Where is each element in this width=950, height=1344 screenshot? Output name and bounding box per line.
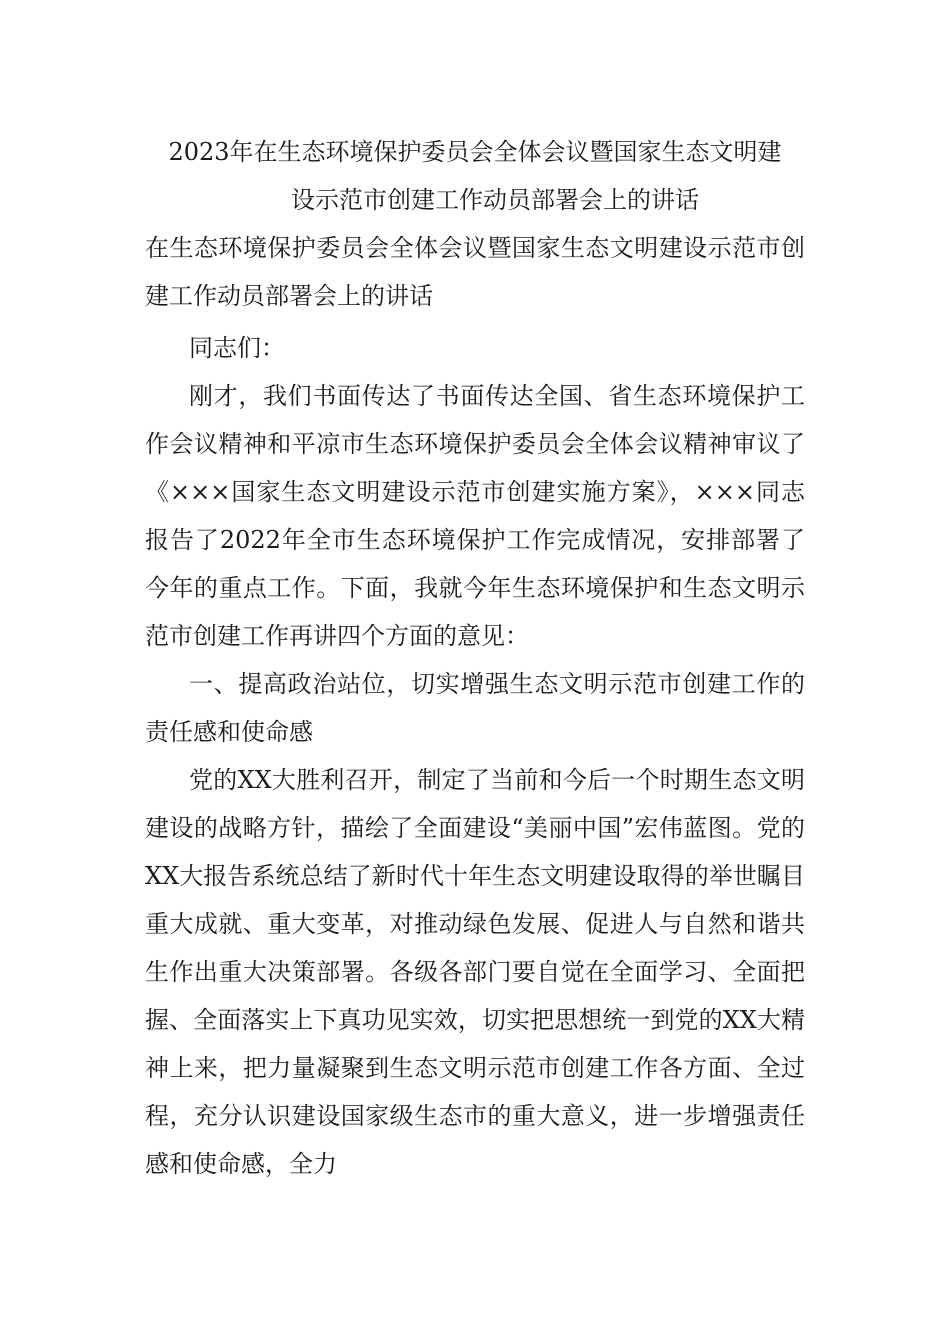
paragraph-section-1: 党的XX大胜利召开，制定了当前和今后一个时期生态文明建设的战略方针，描绘了全面建设“美丽中国”宏伟蓝图。党的XX大报告系统总结了新时代十年生态文明建设取得的举世瞩目重大成就、重大变革，对推动绿色发展、促进人与自然和谐共生作出重大决策部署。各级各部门要自觉在全面学习、全面把握、全面落实上下真功见实效，切实把思想统一到党的XX大精神上来，把力量凝聚到生态文明示范市创建工作各方面、全过程，充分认识建设国家级生态市的重大意义，进一步增强责任感和使命感，全力 [145, 766, 805, 1178]
paragraph-intro: 刚才，我们书面传达了书面传达全国、省生态环境保护工作会议精神和平凉市生态环境保护委员会全体会议精神审议了《×××国家生态文明建设示范市创建实施方案》，×××同志报告了2022年全市生态环境保护工作完成情况，安排部署了今年的重点工作。下面，我就今年生态环境保护和生态文明示范市创建工作再讲四个方面的意见： [145, 382, 805, 650]
salutation: 同志们： [189, 334, 285, 362]
section-heading-1: 一、提高政治站位，切实增强生态文明示范市创建工作的责任感和使命感 [145, 670, 805, 746]
document-title-line2: 设示范市创建工作动员部署会上的讲话 [291, 186, 699, 214]
document-page [145, 128, 805, 1188]
document-subtitle: 在生态环境保护委员会全体会议暨国家生态文明建设示范市创建工作动员部署会上的讲话 [145, 234, 805, 310]
document-title-line1: 2023年在生态环境保护委员会全体会议暨国家生态文明建 [168, 138, 782, 166]
